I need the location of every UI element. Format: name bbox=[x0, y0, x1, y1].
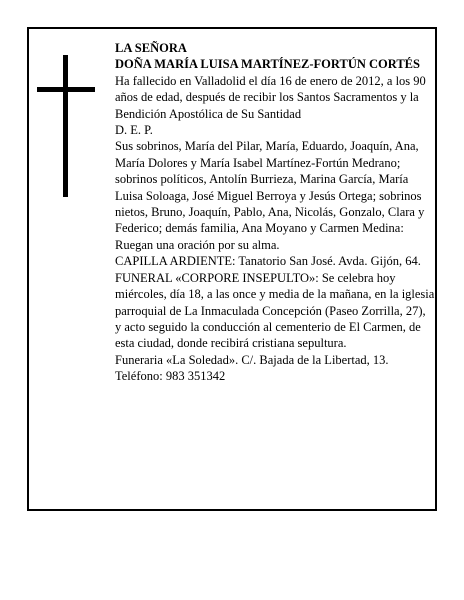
rip-text: D. E. P. bbox=[115, 123, 153, 138]
funeral-info: FUNERAL «CORPORE INSEPULTO»: Se celebra hoy miércoles, día 18, a las once y media de la mañana, en la iglesia parroquial de La Inmaculada Concepción (Paseo Zorrilla, 27), y acto seguido la conducción al cementerio de El Carmen, de esta ciudad, donde recibirá cristiana sepultura. bbox=[115, 270, 435, 351]
cross-vertical-bar bbox=[63, 55, 68, 197]
prayer-request: Ruegan una oración por su alma. bbox=[115, 237, 280, 252]
cross-horizontal-bar bbox=[37, 87, 95, 92]
notice-title: LA SEÑORA bbox=[115, 41, 187, 55]
obituary-text bbox=[115, 40, 435, 385]
funeral-home: Funeraria «La Soledad». C/. Bajada de la Libertad, 13. bbox=[115, 352, 389, 367]
death-announcement: Ha fallecido en Valladolid el día 16 de enero de 2012, a los 90 años de edad, después de recibir los Santos Sacramentos y la Bendición Apostólica de Su Santidad bbox=[115, 73, 426, 121]
phone-number: Teléfono: 983 351342 bbox=[115, 369, 226, 384]
family-list: Sus sobrinos, María del Pilar, María, Eduardo, Joaquín, Ana, María Dolores y María Isabel Martínez-Fortún Medrano; sobrinos políticos, Antolín Burrieza, Marina García, María Luisa Soloaga, José Miguel Berroya y Jesús Ortega; sobrinos nietos, Bruno, Joaquín, Pablo, Ana, Nicolás, Gonzalo, Clara y Federico; demás familia, Ana Moyano y Carmen Medina: bbox=[115, 139, 425, 236]
chapel-info: CAPILLA ARDIENTE: Tanatorio San José. Avda. Gijón, 64. bbox=[115, 254, 421, 269]
deceased-name: DOÑA MARÍA LUISA MARTÍNEZ-FORTÚN CORTÉS bbox=[115, 57, 420, 72]
